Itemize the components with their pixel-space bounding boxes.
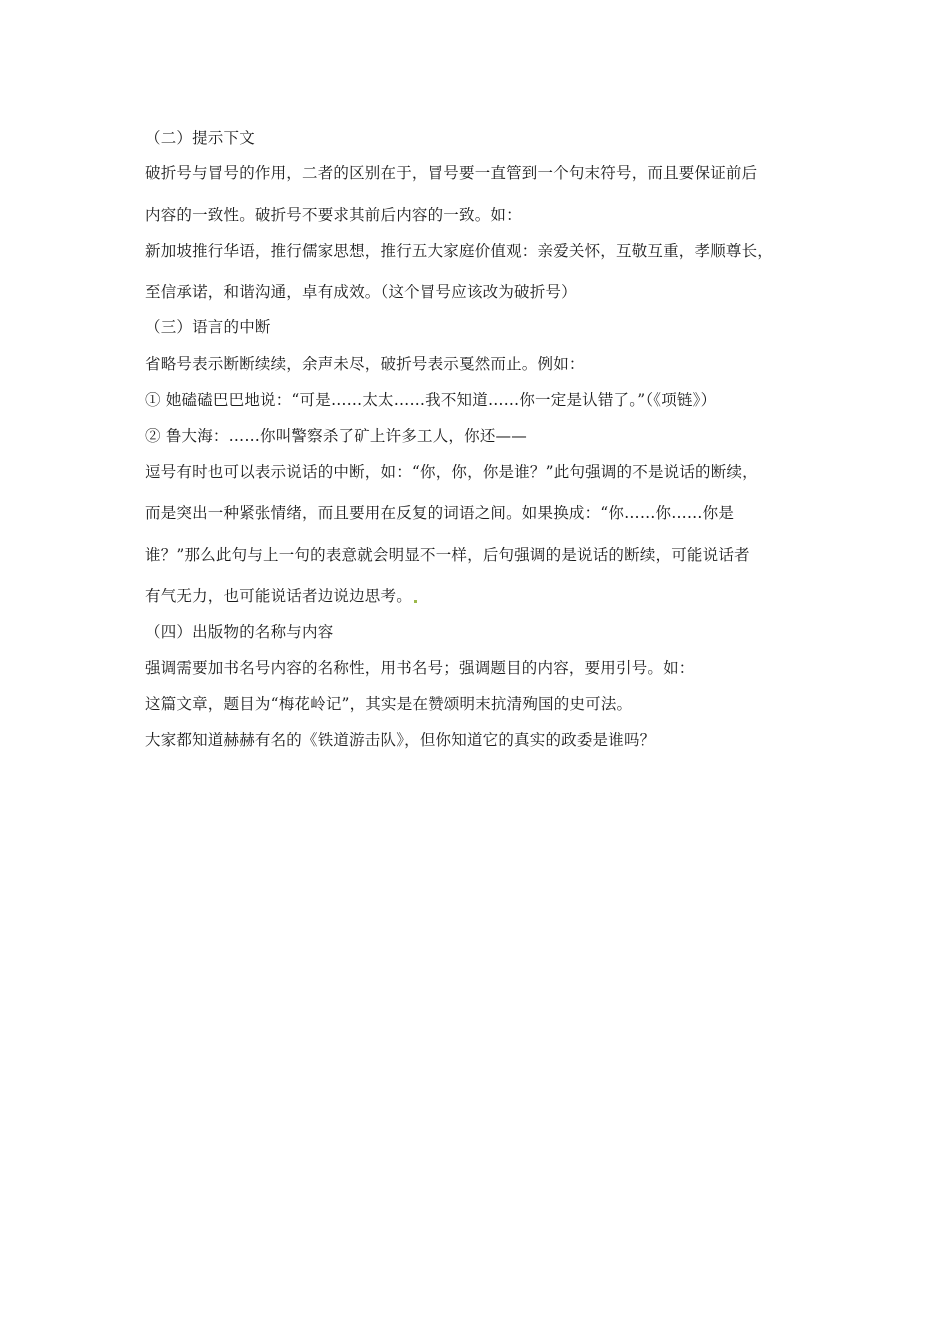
paragraph-line: 强调需要加书名号内容的名称性，用书名号；强调题目的内容，要用引号。如： bbox=[145, 659, 695, 677]
paragraph-line: 新加坡推行华语，推行儒家思想，推行五大家庭价值观：亲爱关怀，互敬互重，孝顺尊长， bbox=[145, 242, 774, 260]
heading-three: （三）语言的中断 bbox=[145, 318, 271, 336]
paragraph-line: 而是突出一种紧张情绪，而且要用在反复的词语之间。如果换成：“你……你……你是 bbox=[145, 504, 735, 522]
paragraph-line: 破折号与冒号的作用，二者的区别在于，冒号要一直管到一个句末符号，而且要保证前后 bbox=[145, 164, 758, 182]
example-line: ① 她磕磕巴巴地说：“可是……太太……我不知道……你一定是认错了。”（《项链》） bbox=[145, 391, 717, 409]
example-line: 大家都知道赫赫有名的《铁道游击队》，但你知道它的真实的政委是谁吗？ bbox=[145, 731, 656, 749]
example-line: 这篇文章，题目为“梅花岭记”，其实是在赞颂明末抗清殉国的史可法。 bbox=[145, 695, 633, 713]
example-line: ② 鲁大海：……你叫警察杀了矿上许多工人，你还—— bbox=[145, 427, 527, 445]
paragraph-line: 至信承诺，和谐沟通，卓有成效。（这个冒号应该改为破折号） bbox=[145, 283, 577, 301]
paragraph-line: 内容的一致性。破折号不要求其前后内容的一致。如： bbox=[145, 206, 522, 224]
stray-mark bbox=[414, 600, 417, 603]
heading-four: （四）出版物的名称与内容 bbox=[145, 623, 334, 641]
paragraph-text: 有气无力，也可能说话者边说边思考。 bbox=[145, 587, 412, 605]
paragraph-line: 逗号有时也可以表示说话的中断，如：“你，你，你是谁？”此句强调的不是说话的断续， bbox=[145, 463, 758, 481]
paragraph-line: 省略号表示断断续续，余声未尽，破折号表示戛然而止。例如： bbox=[145, 355, 585, 373]
heading-two: （二）提示下文 bbox=[145, 129, 255, 147]
paragraph-line bbox=[145, 586, 417, 606]
paragraph-line: 谁？”那么此句与上一句的表意就会明显不一样，后句强调的是说话的断续，可能说话者 bbox=[145, 546, 750, 564]
